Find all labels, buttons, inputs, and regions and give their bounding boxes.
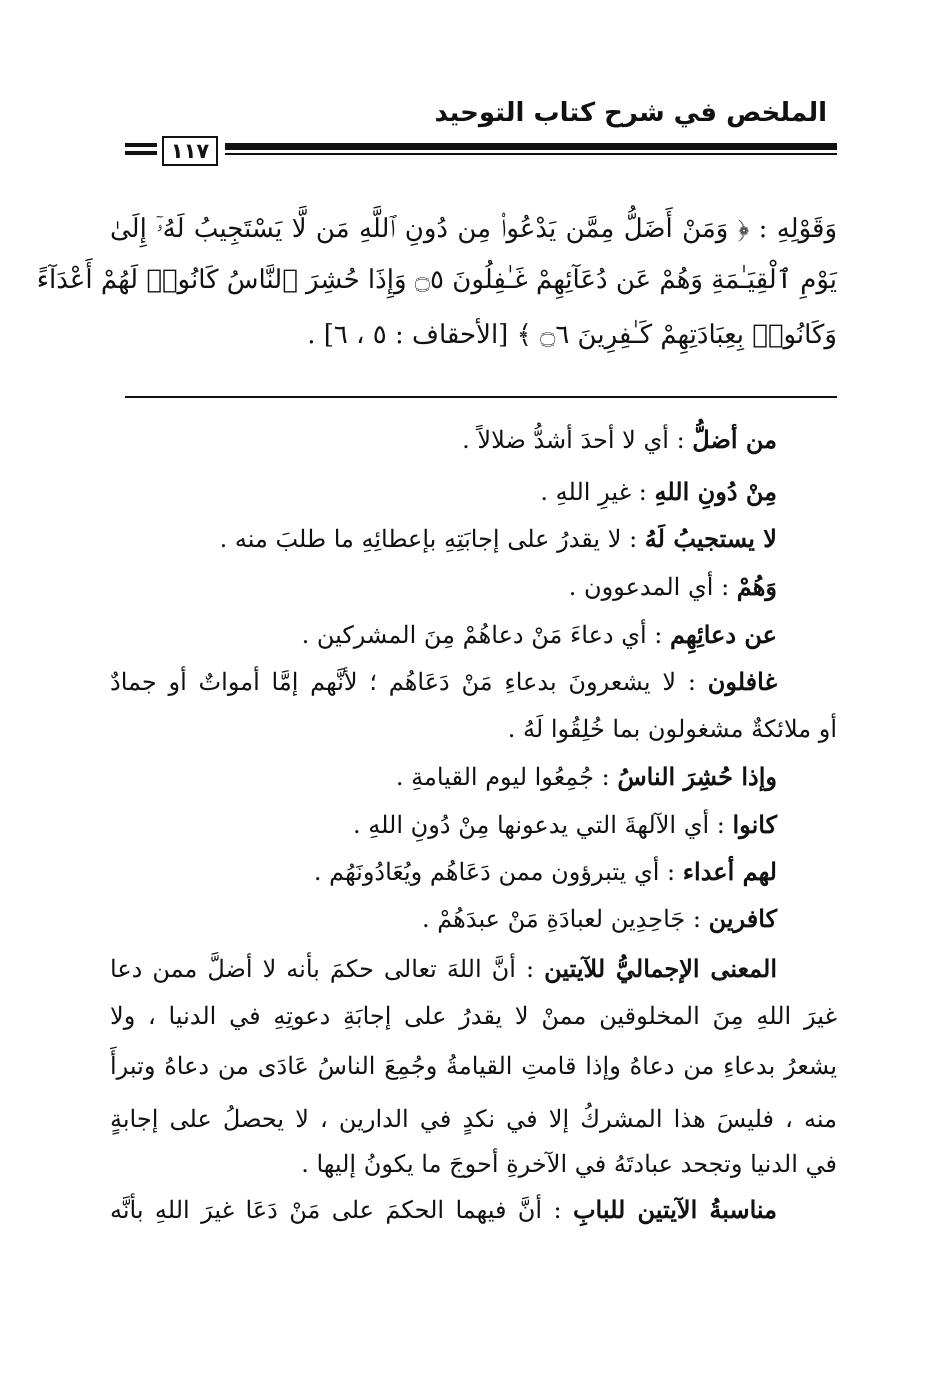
glossary-term: غافلون — [707, 667, 778, 696]
separator: : — [646, 621, 671, 649]
page-number: ١١٧ — [162, 136, 218, 166]
header-rule-left-upper — [125, 143, 157, 147]
glossary-definition: لا يشعرونَ بدعاءِ مَنْ دَعَاهُم ؛ لأنَّهم إمَّا أمواتٌ أو جمادٌ — [110, 668, 677, 696]
glossary-definition: أي يتبرؤون ممن دَعَاهُم ويُعَادُونَهُم . — [313, 858, 660, 886]
glossary-definition: جَاحِدِين لعبادَةِ مَنْ عبدَهُمْ . — [421, 905, 686, 933]
glossary-definition: لا يقدرُ على إجابَتِهِ بإعطائِهِ ما طلبَ منه . — [219, 525, 622, 553]
glossary-entry — [220, 524, 777, 553]
paragraph-line: يشعرُ بدعاءِ من دعاهُ وإذا قامتِ القيامةُ وجُمِعَ الناسُ عَادَى من دعاهُ وتبرأَ — [110, 1052, 837, 1080]
paragraph-line: غيرَ اللهِ مِنَ المخلوقين ممنْ لا يقدرُ على إجابَةِ دعوتِهِ في الدنيا ، ولا — [110, 1002, 837, 1030]
separator: : — [659, 858, 683, 886]
glossary-term: عن دعائِهِم — [670, 620, 777, 649]
glossary-term: كافرين — [708, 904, 777, 933]
header-rule-left-lower — [125, 151, 157, 155]
glossary-definition: أي لا أحدَ أشدُّ ضلالاً . — [462, 426, 669, 454]
glossary-term: لهم أعداء — [682, 857, 777, 886]
paragraph-text: أنَّ اللهَ تعالى حكمَ بأنه لا أضلَّ ممن دعا — [110, 955, 516, 983]
glossary-entry — [462, 425, 777, 454]
separator: : — [631, 478, 655, 506]
glossary-definition: أي المدعوون . — [568, 573, 714, 601]
glossary-entry — [422, 904, 777, 933]
quran-verse-line-3: وَكَانُوا۟ بِعِبَادَتِهِمْ كَـٰفِرِينَ ۝٦ ﴾ [الأحقاف : ٥ ، ٦] . — [307, 320, 837, 350]
separator: : — [668, 426, 693, 454]
glossary-entry-ghafilun — [110, 667, 837, 696]
separator: : — [594, 763, 618, 791]
section-divider — [125, 396, 837, 398]
general-meaning-first-line — [110, 954, 837, 983]
separator: : — [676, 668, 708, 696]
running-header-title: الملخص في شرح كتاب التوحيد — [434, 98, 827, 128]
separator: : — [621, 525, 645, 553]
glossary-definition: أي دعاءَ مَنْ دعاهُمْ مِنَ المشركين . — [301, 621, 647, 649]
separator: : — [709, 811, 733, 839]
glossary-entry — [540, 477, 777, 506]
glossary-definition: أي الآلهةَ التي يدعونها مِنْ دُونِ اللهِ . — [352, 811, 710, 839]
glossary-term: لا يستجيبُ لَهُ — [644, 524, 777, 553]
glossary-entry — [353, 810, 777, 839]
section-heading-relevance: مناسبةُ الآيتين للبابِ — [572, 1195, 777, 1224]
relevance-line — [110, 1195, 837, 1224]
glossary-term: وإذا حُشِرَ الناسُ — [617, 762, 777, 791]
glossary-entry — [302, 620, 777, 649]
glossary-term: وَهُمْ — [736, 572, 777, 601]
paragraph-text: أنَّ فيهما الحكمَ على مَنْ دَعَا غيرَ اللهِ بأنَّه — [110, 1196, 543, 1224]
glossary-term: مِنْ دُونِ اللهِ — [654, 477, 777, 506]
glossary-entry — [314, 857, 777, 886]
header-rule-thin — [225, 153, 837, 155]
separator: : — [713, 573, 737, 601]
glossary-entry — [396, 762, 777, 791]
paragraph-line: منه ، فليسَ هذا المشركُ إلا في نكدٍ في الدارين ، لا يحصلُ على إجابةٍ — [110, 1105, 837, 1133]
paragraph-line: في الدنيا وتجحد عبادتَهُ في الآخرةِ أحوجَ ما يكونُ إليها . — [301, 1150, 837, 1178]
glossary-definition-continuation: أو ملائكةٌ مشغولون بما خُلِقُوا لَهُ . — [507, 715, 837, 743]
section-heading-general-meaning: المعنى الإجماليُّ للآيتين — [544, 954, 778, 983]
separator: : — [515, 955, 545, 983]
glossary-definition: غيرِ اللهِ . — [540, 478, 632, 506]
quran-verse-line-1: وَقَوْلِهِ : ﴿ وَمَنْ أَضَلُّ مِمَّن يَدْعُوا۟ مِن دُونِ ٱللَّهِ مَن لَّا يَسْتَجِيبُ لَهُۥٓ إِلَىٰ — [110, 214, 837, 244]
glossary-entry — [569, 572, 777, 601]
glossary-term: كانوا — [732, 810, 777, 839]
separator: : — [685, 905, 709, 933]
glossary-definition: جُمِعُوا ليوم القيامةِ . — [395, 763, 594, 791]
quran-verse-line-2: يَوْمِ ٱلْقِيَـٰمَةِ وَهُمْ عَن دُعَآئِهِمْ غَـٰفِلُونَ ۝٥ وَإِذَا حُشِرَ ٱلنَّاسُ كَانُوا۟ لَهُمْ أَعْدَآءً — [36, 265, 837, 295]
separator: : — [542, 1196, 573, 1224]
header-rule-thick — [225, 143, 837, 150]
glossary-term: من أضلُّ — [692, 425, 777, 454]
